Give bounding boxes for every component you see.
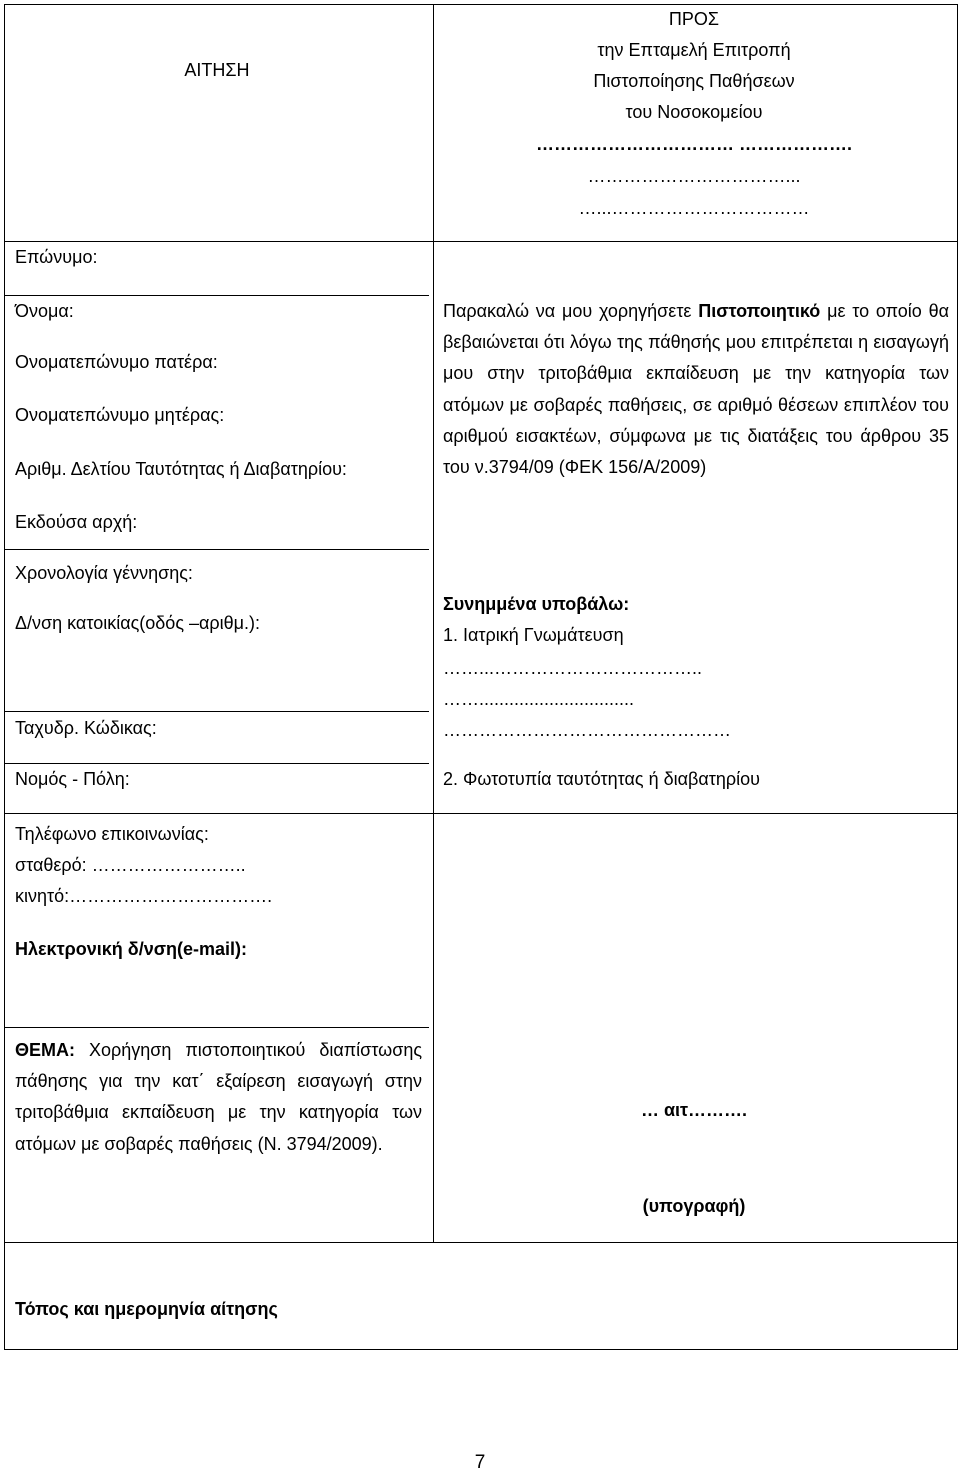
landline-field[interactable]: σταθερό: ……………………..	[15, 855, 246, 875]
prefecture-city-field[interactable]: Νομός - Πόλη:	[15, 769, 130, 789]
email-field[interactable]: Ηλεκτρονική δ/νση(e-mail):	[15, 939, 248, 959]
application-form	[4, 4, 958, 1350]
form-title: ΑΙΤΗΣΗ	[184, 60, 250, 80]
request-text: με το οποίο θα βεβαιώνεται ότι λόγω της πάθησής μου επιτρέπεται η εισαγωγή μου στην τριτοβάθμια εκπαίδευση με την κατηγορία των ατόμων με σοβαρές παθήσεις, σε αριθμό θέσεων επιπλέον του αριθμού εισακτέων, σύμφωνα με τις διατάξεις του άρθρου 35 του ν.3794/09 (ΦΕΚ 156/Α/2009)	[443, 301, 949, 478]
subject-paragraph	[15, 1035, 422, 1160]
postal-code-field[interactable]: Ταχυδρ. Κώδικας:	[15, 718, 157, 738]
attachment-item: 1. Ιατρική Γνωμάτευση	[443, 625, 624, 645]
page-number: 7	[474, 1452, 486, 1473]
name-field[interactable]: Όνομα:	[15, 301, 74, 321]
applicant-blank[interactable]: … αιτ……….	[640, 1100, 748, 1120]
signature-label: (υπογραφή)	[642, 1196, 746, 1216]
hospital-name-blank[interactable]: ……………………………...	[587, 166, 801, 186]
column-divider	[433, 5, 434, 1243]
phone-label: Τηλέφωνο επικοινωνίας:	[15, 824, 209, 844]
addressee-line: του Νοσοκομείου	[625, 102, 763, 122]
place-date-field[interactable]: Τόπος και ημερομηνία αίτησης	[15, 1299, 278, 1319]
attachment-blank[interactable]: ……...……………………………..	[443, 658, 703, 678]
addressee-line: Πιστοποίησης Παθήσεων	[593, 71, 795, 91]
surname-field[interactable]: Επώνυμο:	[15, 247, 98, 267]
divider-contact	[5, 813, 957, 814]
issuing-authority-field[interactable]: Εκδούσα αρχή:	[15, 512, 138, 532]
divider-email	[5, 1027, 429, 1028]
divider-signature	[5, 1242, 957, 1243]
hospital-name-blank[interactable]: …...……………………………	[578, 198, 810, 218]
id-number-field[interactable]: Αριθμ. Δελτίου Ταυτότητας ή Διαβατηρίου:	[15, 459, 347, 479]
certificate-term: Πιστοποιητικό	[698, 301, 821, 321]
attachments-heading: Συνημμένα υποβάλω:	[443, 594, 630, 614]
addressee-line: την Επταμελή Επιτροπή	[597, 40, 791, 60]
birth-year-field[interactable]: Χρονολογία γέννησης:	[15, 563, 193, 583]
father-name-field[interactable]: Ονοματεπώνυμο πατέρα:	[15, 352, 218, 372]
subject-label: ΘΕΜΑ:	[15, 1040, 75, 1060]
attachment-blank[interactable]: …………………………………………	[443, 720, 731, 740]
divider-identity	[5, 549, 429, 550]
subject-text: Χορήγηση πιστοποιητικού διαπίστωσης πάθησης για την κατ΄ εξαίρεση εισαγωγή στην τριτοβάθμια εκπαίδευση με την κατηγορία των ατόμων με σοβαρές παθήσεις (Ν. 3794/2009).	[15, 1040, 422, 1154]
hospital-name-blank[interactable]: …………………………… ……………….	[535, 134, 852, 154]
request-paragraph	[443, 296, 949, 483]
divider-address	[5, 711, 429, 712]
attachment-blank[interactable]: ……...............................	[443, 689, 635, 709]
mother-name-field[interactable]: Ονοματεπώνυμο μητέρας:	[15, 405, 225, 425]
address-field[interactable]: Δ/νση κατοικίας(οδός –αριθμ.):	[15, 613, 261, 633]
request-text: Παρακαλώ να μου χορηγήσετε	[443, 301, 699, 321]
attachment-item: 2. Φωτοτυπία ταυτότητας ή διαβατηρίου	[443, 769, 761, 789]
addressee-line: ΠΡΟΣ	[668, 9, 720, 29]
mobile-field[interactable]: κινητό:…………………………….	[15, 886, 273, 906]
